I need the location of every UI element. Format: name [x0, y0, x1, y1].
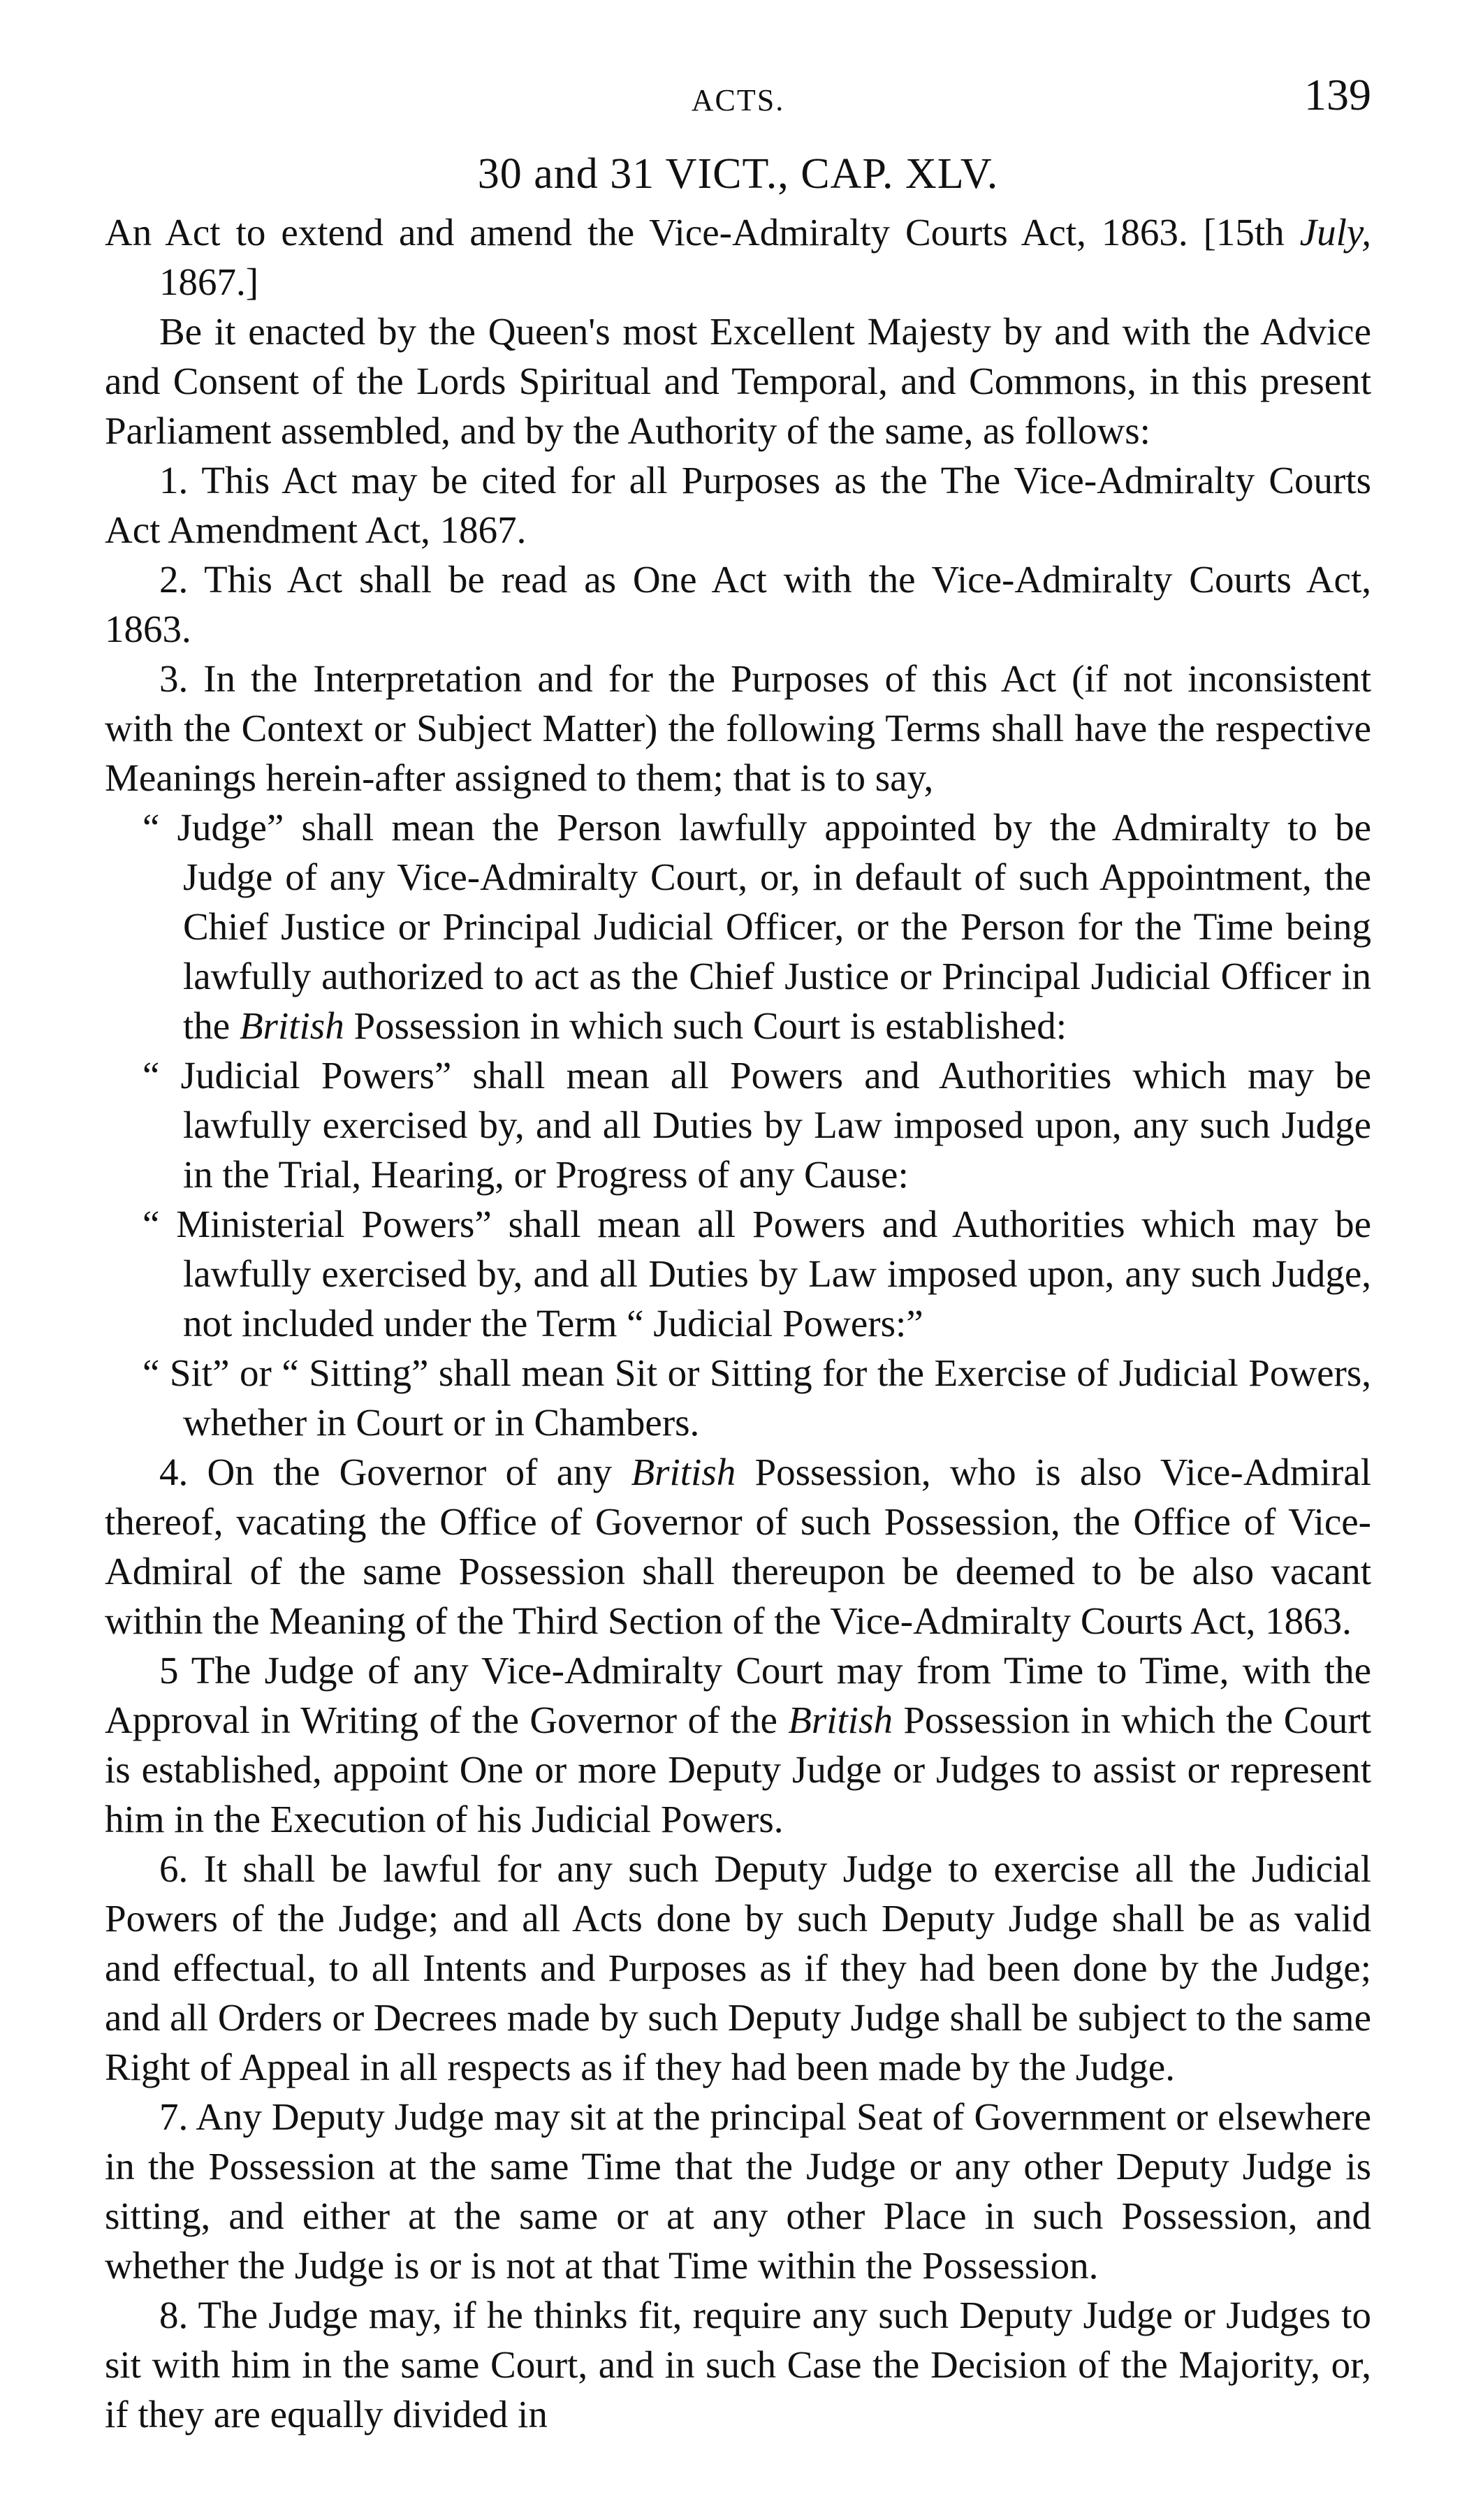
section-4-tail: Possession, who is also Vice-Admiral thereof, vacating the Office of Governor of such Possession, the Office of Vice-Admiral of the same Possession shall thereupon be deemed to be also vacant within the Meaning of the Third Section of the Vice-Admiralty Courts Act, 1863.	[105, 1451, 1372, 1642]
enacting-clause: Be it enacted by the Queen's most Excellent Majesty by and with the Advice and Consent of the Lords Spiritual and Temporal, and Commons, in this present Parliament assembled, and by the Authority of the same, as follows:	[105, 310, 1371, 452]
section-8: 8. The Judge may, if he thinks fit, require any such Deputy Judge or Judges to sit with him in the same Court, and in such Case the Decision of the Majority, or, if they are equally divided in	[105, 2294, 1371, 2435]
running-head	[105, 70, 1371, 131]
definition-judge-text: “ Judge” shall mean the Person lawfully appointed by the Admiralty to be Judge of any Vice-Admiralty Court, or, in default of such Appointment, the Chief Justice or Principal Judicial Officer, or the Person for the Time being lawfully authorized to act as the Chief Justice or Principal Judicial Officer in the	[143, 806, 1371, 1047]
definition-judge	[105, 803, 1371, 1050]
section-3: 3. In the Interpretation and for the Purposes of this Act (if not inconsistent with the Context or Subject Matter) the following Terms shall have the respective Meanings herein-after assigned to them; that is to say,	[105, 657, 1371, 799]
section-4-italic: British	[631, 1451, 736, 1493]
long-title	[105, 207, 1371, 307]
definition-judge-italic: British	[239, 1004, 344, 1047]
section-1: 1. This Act may be cited for all Purposes as the The Vice-Admiralty Courts Act Amendment Act, 1867.	[105, 459, 1371, 551]
long-title-text: An Act to extend and amend the Vice-Admiralty Courts Act, 1863. [15th	[105, 211, 1300, 254]
section-5-tail: Possession in which the Court is established, appoint One or more Deputy Judge or Judges to assist or represent him in the Execution of his Judicial Powers.	[105, 1699, 1371, 1840]
section-6: 6. It shall be lawful for any such Deputy Judge to exercise all the Judicial Powers of the Judge; and all Acts done by such Deputy Judge shall be as valid and effectual, to all Intents and Purposes as if they had been done by the Judge; and all Orders or Decrees made by such Deputy Judge shall be subject to the same Right of Appeal in all respects as if they had been made by the Judge.	[105, 1847, 1371, 2088]
section-4-text: 4. On the Governor of any	[159, 1451, 631, 1493]
date-month: July,	[1299, 211, 1371, 254]
page-number: 139	[1304, 70, 1371, 119]
definition-judicial-powers: “ Judicial Powers” shall mean all Powers and Authorities which may be lawfully exercised by, and all Duties by Law imposed upon, any such Judge in the Trial, Hearing, or Progress of any Cause:	[143, 1054, 1371, 1196]
chapter-heading: 30 and 31 VICT., CAP. XLV.	[477, 150, 999, 198]
definition-judge-tail: Possession in which such Court is established:	[344, 1004, 1067, 1047]
section-5-text: 5 The Judge of any Vice-Admiralty Court may from Time to Time, with the Approval in Writing of the Governor of the	[105, 1649, 1371, 1741]
section-5-italic: British	[788, 1699, 893, 1741]
section-5	[105, 1646, 1371, 1844]
section-2: 2. This Act shall be read as One Act with the Vice-Admiralty Courts Act, 1863.	[105, 558, 1371, 650]
section-7: 7. Any Deputy Judge may sit at the principal Seat of Government or elsewhere in the Possession at the same Time that the Judge or any other Deputy Judge is sitting, and either at the same or at any other Place in such Possession, and whether the Judge is or is not at that Time within the Possession.	[105, 2095, 1371, 2287]
date-tail: 1867.]	[159, 261, 259, 303]
definition-sit: “ Sit” or “ Sitting” shall mean Sit or Sitting for the Exercise of Judicial Powers, whether in Court or in Chambers.	[143, 1351, 1371, 1444]
running-title: ACTS.	[691, 83, 785, 117]
section-4	[105, 1447, 1371, 1646]
definition-ministerial-powers: “ Ministerial Powers” shall mean all Powers and Authorities which may be lawfully exercised by, and all Duties by Law imposed upon, any such Judge, not included under the Term “ Judicial Powers:”	[143, 1203, 1371, 1345]
